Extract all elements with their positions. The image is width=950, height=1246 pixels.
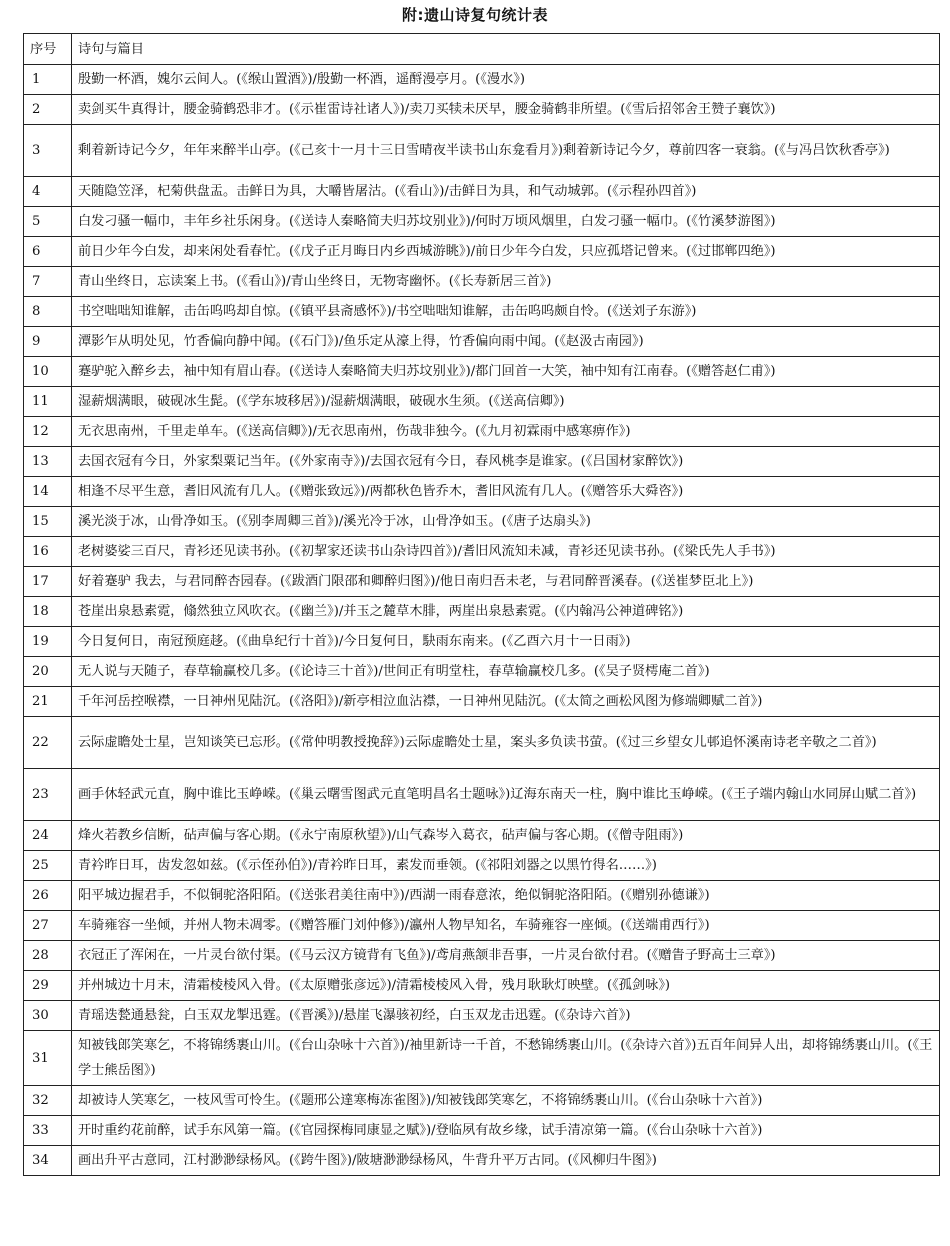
row-number: 1 [24, 65, 72, 95]
row-verse-text: 苍崖出泉悬素霓，翛然独立风吹衣。(《幽兰》)/并玉之麓草木腓，两崖出泉悬素霓。(《内翰冯公神道碑铭》) [72, 597, 940, 627]
row-verse-text: 潭影乍从明处见，竹香偏向静中闻。(《石门》)/鱼乐定从濠上得，竹香偏向雨中闻。(《赵汲古南园》) [72, 327, 940, 357]
table-row [24, 447, 940, 477]
row-number: 30 [24, 1001, 72, 1031]
row-verse-text: 卖剑买牛真得计，腰金骑鹤恐非才。(《示崔雷诗社诸人》)/卖刀买犊未厌早，腰金骑鹤非所望。(《雪后招邻舍王赞子襄饮》) [72, 95, 940, 125]
row-verse-text: 好着蹇驴 我去，与君同醉杏园春。(《跋酒门限邵和卿醉归图》)/他日南归吾未老，与君同醉晋溪春。(《送崔梦臣北上》) [72, 567, 940, 597]
row-number: 23 [24, 769, 72, 821]
statistics-table [23, 33, 940, 1176]
table-row [24, 65, 940, 95]
table-row [24, 1001, 940, 1031]
row-verse-text: 剩着新诗记今夕，年年来醉半山亭。(《己亥十一月十三日雪晴夜半读书山东龛看月》)剩着新诗记今夕，尊前四客一衰翁。(《与冯吕饮秋香亭》) [72, 125, 940, 177]
row-number: 18 [24, 597, 72, 627]
row-number: 20 [24, 657, 72, 687]
row-verse-text: 湿薪烟满眼，破砚冰生髭。(《学东坡移居》)/湿薪烟满眼，破砚水生须。(《送高信卿》) [72, 387, 940, 417]
table-row [24, 125, 940, 177]
table-row [24, 207, 940, 237]
row-verse-text: 殷勤一杯酒，媿尔云间人。(《缑山置酒》)/殷勤一杯酒，遥酹漫亭月。(《漫水》) [72, 65, 940, 95]
row-verse-text: 白发刁骚一幅巾，丰年乡社乐闲身。(《送诗人秦略简夫归苏坟别业》)/何时万顷风烟里，白发刁骚一幅巾。(《竹溪梦游图》) [72, 207, 940, 237]
table-row [24, 1146, 940, 1176]
row-verse-text: 并州城边十月末，清霜棱棱风入骨。(《太原赠张彦远》)/清霜棱棱风入骨，残月耿耿灯映壁。(《孤剑咏》) [72, 971, 940, 1001]
row-number: 8 [24, 297, 72, 327]
table-row [24, 267, 940, 297]
row-verse-text: 衣冠正了浑闲在，一片灵台欲付渠。(《马云汉方镜背有飞鱼》)/鸢肩燕颔非吾事，一片灵台欲付君。(《赠眚子野高士三章》) [72, 941, 940, 971]
row-verse-text: 知被钱郎笑寒乞，不将锦绣裹山川。(《台山杂咏十六首》)/袖里新诗一千首，不愁锦绣裹山川。(《杂诗六首》)五百年间异人出，却将锦绣裹山川。(《王学士熊岳图》) [72, 1031, 940, 1086]
row-number: 4 [24, 177, 72, 207]
table-header-row [24, 34, 940, 65]
table-row [24, 237, 940, 267]
row-verse-text: 青山坐终日，忘读案上书。(《看山》)/青山坐终日，无物寄幽怀。(《长寿新居三首》) [72, 267, 940, 297]
row-verse-text: 烽火若教乡信断，砧声偏与客心期。(《永宁南原秋望》)/山气森岑入葛衣，砧声偏与客心期。(《僧寺阻雨》) [72, 821, 940, 851]
row-verse-text: 画出升平古意同，江村渺渺绿杨风。(《跨牛图》)/陂塘渺渺绿杨风，牛背升平万古同。(《风柳归牛图》) [72, 1146, 940, 1176]
row-verse-text: 相逢不尽平生意，耆旧风流有几人。(《赠张致远》)/两都秋色皆乔木，耆旧风流有几人。(《赠答乐大舜咨》) [72, 477, 940, 507]
table-row [24, 881, 940, 911]
row-verse-text: 天随隐笠泽，杞菊供盘盂。击鲜日为具，大嚼皆屠沽。(《看山》)/击鲜日为具，和气动城郭。(《示程孙四首》) [72, 177, 940, 207]
row-number: 25 [24, 851, 72, 881]
table-row [24, 1031, 940, 1086]
row-verse-text: 前日少年今白发，却来闲处看春忙。(《戊子正月晦日内乡西城游眺》)/前日少年今白发，只应孤塔记曾来。(《过邯郸四绝》) [72, 237, 940, 267]
table-body [24, 65, 940, 1176]
row-number: 15 [24, 507, 72, 537]
row-number: 34 [24, 1146, 72, 1176]
row-number: 3 [24, 125, 72, 177]
table-row [24, 911, 940, 941]
table-row [24, 95, 940, 125]
table-row [24, 507, 940, 537]
table-row [24, 477, 940, 507]
table-row [24, 297, 940, 327]
table-row [24, 821, 940, 851]
row-number: 17 [24, 567, 72, 597]
row-number: 16 [24, 537, 72, 567]
row-verse-text: 车骑雍容一坐倾，并州人物未凋零。(《赠答雁门刘仲修》)/瀛州人物早知名，车骑雍容一座倾。(《送端甫西行》) [72, 911, 940, 941]
table-row [24, 597, 940, 627]
row-verse-text: 无人说与天随子，春草输赢校几多。(《论诗三十首》)/世间正有明堂柱，春草输赢校几多。(《吴子贤樗庵二首》) [72, 657, 940, 687]
row-number: 21 [24, 687, 72, 717]
row-verse-text: 阳平城边握君手，不似铜驼洛阳陌。(《送张君美往南中》)/西湖一雨春意浓，绝似铜驼洛阳陌。(《赠别孙德谦》) [72, 881, 940, 911]
row-verse-text: 千年河岳控喉襟，一日神州见陆沉。(《洛阳》)/新亭相泣血沾襟，一日神州见陆沉。(《太简之画松风图为修端卿赋二首》) [72, 687, 940, 717]
row-verse-text: 老树婆娑三百尺，青衫还见读书孙。(《初挈家还读书山杂诗四首》)/耆旧风流知未减，青衫还见读书孙。(《梁氏先人手书》) [72, 537, 940, 567]
row-number: 29 [24, 971, 72, 1001]
table-row [24, 357, 940, 387]
table-row [24, 417, 940, 447]
row-number: 28 [24, 941, 72, 971]
row-verse-text: 青衿昨日耳，齿发忽如兹。(《示侄孙伯》)/青衿昨日耳，素发而垂领。(《祁阳刘器之以黑竹得名……》) [72, 851, 940, 881]
row-number: 11 [24, 387, 72, 417]
row-number: 27 [24, 911, 72, 941]
table-row [24, 567, 940, 597]
row-number: 9 [24, 327, 72, 357]
row-number: 19 [24, 627, 72, 657]
row-number: 26 [24, 881, 72, 911]
table-row [24, 387, 940, 417]
table-row [24, 687, 940, 717]
header-verse: 诗句与篇目 [72, 34, 940, 65]
row-number: 2 [24, 95, 72, 125]
row-verse-text: 云际虚瞻处士星，岂知谈笑已忘形。(《常仲明教授挽辞》)云际虚瞻处士星，案头多负读书萤。(《过三乡望女儿邨追怀溪南诗老辛敬之二首》) [72, 717, 940, 769]
row-number: 24 [24, 821, 72, 851]
table-row [24, 537, 940, 567]
row-verse-text: 溪光淡于冰，山骨净如玉。(《别李周卿三首》)/溪光冷于冰，山骨净如玉。(《唐子达扇头》) [72, 507, 940, 537]
row-verse-text: 却被诗人笑寒乞，一枝风雪可怜生。(《题邢公達寒梅冻雀图》)/知被钱郎笑寒乞，不将锦绣裹山川。(《台山杂咏十六首》) [72, 1086, 940, 1116]
row-number: 10 [24, 357, 72, 387]
row-verse-text: 今日复何日，南冠预庭趍。(《曲阜纪行十首》)/今日复何日，駃雨东南来。(《乙酉六月十一日雨》) [72, 627, 940, 657]
row-verse-text: 无衣思南州，千里走单车。(《送高信卿》)/无衣思南州，伤哉非独今。(《九月初霖雨中感寒痹作》) [72, 417, 940, 447]
table-row [24, 327, 940, 357]
table-row [24, 1116, 940, 1146]
row-number: 13 [24, 447, 72, 477]
page-title: 附:遗山诗复句统计表 [402, 6, 548, 24]
table-row [24, 627, 940, 657]
table-row [24, 657, 940, 687]
row-verse-text: 蹇驴驼入醉乡去，袖中知有眉山春。(《送诗人秦略简夫归苏坟别业》)/都门回首一大笑，袖中知有江南春。(《赠答赵仁甫》) [72, 357, 940, 387]
row-number: 33 [24, 1116, 72, 1146]
row-verse-text: 开时重约花前醉，试手东风第一篇。(《官园探梅同康显之赋》)/登临夙有故乡缘，试手清凉第一篇。(《台山杂咏十六首》) [72, 1116, 940, 1146]
table-row [24, 717, 940, 769]
row-number: 32 [24, 1086, 72, 1116]
row-verse-text: 青瑶迭甃通悬瓮，白玉双龙掣迅霆。(《晋溪》)/悬崖飞瀑骇初经，白玉双龙击迅霆。(《杂诗六首》) [72, 1001, 940, 1031]
row-number: 5 [24, 207, 72, 237]
row-verse-text: 画手休轻武元直，胸中谁比玉峥嵘。(《巢云曙雪图武元直笔明昌名士题咏》)辽海东南天一柱，胸中谁比玉峥嵘。(《王子端内翰山水同屏山赋二首》) [72, 769, 940, 821]
row-number: 31 [24, 1031, 72, 1086]
row-number: 14 [24, 477, 72, 507]
table-row [24, 177, 940, 207]
table-row [24, 941, 940, 971]
table-row [24, 851, 940, 881]
row-number: 22 [24, 717, 72, 769]
row-number: 12 [24, 417, 72, 447]
table-row [24, 971, 940, 1001]
row-number: 6 [24, 237, 72, 267]
header-number: 序号 [24, 34, 72, 65]
row-verse-text: 去国衣冠有今日，外家梨粟记当年。(《外家南寺》)/去国衣冠有今日，春风桃李是谁家。(《吕国材家醉饮》) [72, 447, 940, 477]
row-verse-text: 书空咄咄知谁解，击缶呜呜却自惊。(《镇平县斋感怀》)/书空咄咄知谁解，击缶呜呜颇自怜。(《送刘子东游》) [72, 297, 940, 327]
row-number: 7 [24, 267, 72, 297]
table-row [24, 1086, 940, 1116]
table-row [24, 769, 940, 821]
